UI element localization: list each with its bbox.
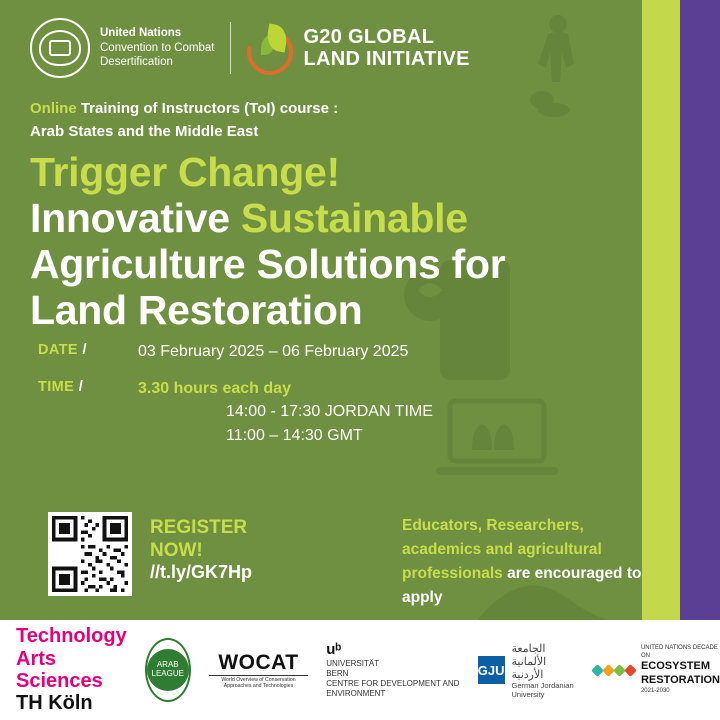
date-slash: / [82,342,87,358]
bern-line2: BERN [326,669,349,679]
leaf-ring-icon [247,25,293,71]
audience-lime: Educators, Researchers, academics and agricultural professionals [402,517,602,583]
wocat-subtitle: World Overview of Conservation Approaches and Technologies [209,675,308,689]
course-line2: Arab States and the Middle East [30,122,259,140]
thk-line1: Technology [16,625,127,648]
course-subtitle [30,98,338,143]
partner-university-of-bern-logo [326,641,460,700]
time-row [38,377,618,447]
gju-mark: GJU [478,656,505,684]
headline-line4: Land Restoration [30,286,363,333]
register-block[interactable] [150,516,252,584]
course-rest: Training of Instructors (ToI) course : [76,100,339,117]
audience-white: are encouraged to apply [402,565,642,607]
purple-stripe [680,0,720,620]
unccd-logo [30,18,214,78]
un-decade-hearts-icon [593,666,635,675]
logo-divider [230,22,231,74]
arab-league-label: ARAB LEAGUE [147,649,189,691]
header-logos [30,18,470,78]
headline-line2b: Sustainable [240,194,468,241]
event-details [38,340,618,461]
time-label-text: TIME [38,379,75,396]
headline-line2a: Innovative [30,194,241,241]
decade-line2: ECOSYSTEM [640,660,711,672]
g20-line2: LAND INITIATIVE [303,48,470,70]
g20-line1: G20 GLOBAL [303,25,435,48]
unccd-line3: Desertification [100,56,173,69]
thk-line2: Arts Sciences [16,647,103,692]
gju-arabic-name: الجامعة الألمانية الأردنية [511,642,547,681]
course-highlight: Online [30,100,77,117]
gju-english-name: German Jordanian University [511,680,574,699]
time-line3: 11:00 – 14:30 GMT [226,426,363,444]
decade-line3: RESTORATION [640,673,720,686]
lime-stripe [642,0,680,620]
wocat-title: WOCAT [218,651,299,674]
qr-code-icon [52,516,128,592]
register-line2: NOW! [150,540,203,562]
date-label [38,340,138,358]
footer-partner-bar [0,620,720,720]
audience-text [402,514,642,610]
date-row [38,340,618,363]
time-label [38,377,138,395]
bern-mark: uᵇ [326,640,342,658]
unccd-line2: Convention to Combat [100,41,215,54]
partner-arab-league-logo [145,638,191,702]
partner-un-decade-logo [593,645,720,695]
register-link[interactable]: //t.ly/GK7Hp [150,562,253,583]
g20-global-land-initiative-logo [247,25,469,71]
time-value: 3.30 hours each day [138,380,291,398]
date-label-text: DATE [38,342,78,358]
date-value: 03 February 2025 – 06 February 2025 [138,343,409,360]
page-title [30,150,590,334]
bern-line3: CENTRE FOR DEVELOPMENT AND ENVIRONMENT [326,679,460,699]
headline-line1: Trigger Change! [30,149,340,195]
qr-code[interactable] [48,512,132,596]
partner-th-koln-logo [16,625,127,715]
decade-line1: UNITED NATIONS DECADE ON [640,645,718,659]
decade-line4: 2021-2030 [640,687,670,694]
time-slash: / [78,379,84,396]
farmer-silhouette-icon [524,14,594,124]
unccd-line1: United Nations [100,26,182,39]
un-laurel-emblem-icon [30,18,90,78]
partner-wocat-logo [209,651,308,689]
thk-line3: TH Köln [16,692,93,715]
partner-gju-logo [478,642,575,699]
bern-line1: UNIVERSITÄT [326,659,380,669]
register-line1: REGISTER [150,517,248,538]
time-line2: 14:00 - 17:30 JORDAN TIME [226,403,433,421]
headline-line3: Agriculture Solutions for [30,240,506,287]
